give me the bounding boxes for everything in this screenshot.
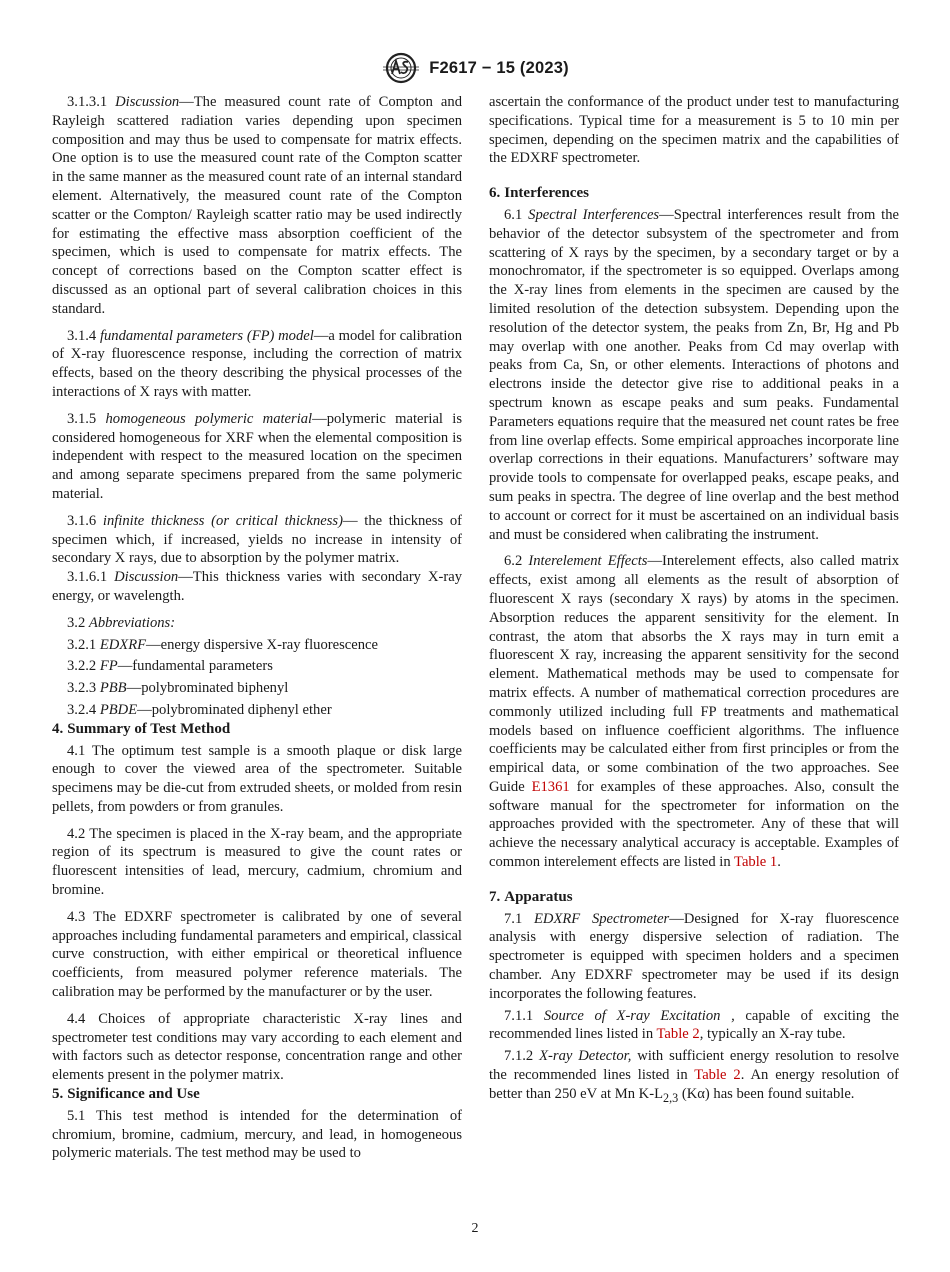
astm-logo-icon xyxy=(381,52,421,84)
paragraph-4-2: 4.2 The specimen is placed in the X-ray beam, and the appropriate region of its spectrum is measured to give the count rates or fluorescent intensities of lead, mercury, cadmium, chromium and bromine. xyxy=(52,825,462,899)
table-2-link[interactable]: Table 2 xyxy=(694,1067,741,1084)
table-2-link[interactable]: Table 2 xyxy=(656,1026,700,1043)
paragraph-5-1-continued: ascertain the conformance of the product under test to manufacturing specifications. Typical time for a measurement is 5 to 10 min per specimen, depending on the specimen matrix and the capabilities of the EDXRF spectrometer. xyxy=(489,94,899,167)
section-heading-7: 7. Apparatus xyxy=(489,888,573,905)
abbreviation-item: 3.2.3 PBB—polybrominated biphenyl xyxy=(67,680,289,697)
paragraph-6-1: 6.1 Spectral Interferences—Spectral interferences result from the behavior of the detector subsystem of the spectrometer and from scattering of X rays by the specimen, by a secondary target or by a monochromator, if the spectrometer is so equipped. Overlaps among the X-ray lines from elements in the specimen are caused by the limited resolution of the detection subsystem. Depending upon the resolution of the detector system, the peaks from Zn, Br, Hg and Pb may overlap with one another. Peaks from Cd may overlap with peaks from Ca, Sn, or other elements. Interactions of photons and electrons inside the detector give rise to additional peaks in a spectrum known as escape peaks and sum peaks. Fundamental Parameters equations require that the measured net count rates be free from line overlap effects. Some empirical approaches incorporate line overlap corrections in their equations. Manufacturers’ software may provide tools to compensate for overlapped peaks, escape peaks, and sum peaks in spectra. The degree of line overlap and the best method to account or correct for it must be ascertained on an individual basis and must be considered when calibrating the instrument. xyxy=(489,206,899,543)
paragraph-3-1-6: 3.1.6 infinite thickness (or critical thickness)— the thickness of specimen which, if increased, yields no increase in intensity of secondary X rays, due to absorption by the polymer matrix. xyxy=(52,512,462,567)
paragraph-7-1-1: 7.1.1 Source of X-ray Excitation , capable of exciting the recommended lines listed in Table 2, typically an X-ray tube. xyxy=(489,1007,899,1043)
paragraph-7-1: 7.1 EDXRF Spectrometer—Designed for X-ray fluorescence analysis with energy dispersive selection of radiation. The spectrometer is equipped with specimen holders and a specimen chamber. Any EDXRF spectrometer may be used if its design incorporates the following features. xyxy=(489,910,899,1002)
section-heading-4: 4. Summary of Test Method xyxy=(52,720,231,737)
table-1-link[interactable]: Table 1 xyxy=(734,854,778,871)
left-column xyxy=(52,93,462,1163)
right-column xyxy=(489,93,899,1108)
paragraph-3-2: 3.2 Abbreviations: xyxy=(67,614,176,631)
paragraph-6-2: 6.2 Interelement Effects—Interelement effects, also called matrix effects, exist among all elements as the result of absorption of fluorescent X rays (secondary X rays) by atoms in the specimen. Absorption reduces the apparent sensitivity for the element. In contrast, the atom that absorbs the X rays may in turn emit a fluorescent X ray, increasing the apparent sensitivity for the second element. Mathematical methods may be used to compensate for matrix effects. A number of mathematical correction procedures are commonly utilized including full FP treatments and mathematical models based on influence coefficient algorithms. The influence coefficients may be calculated either from first principles or from the empirical data, or some combination of the two approaches. See Guide E1361 for examples of these approaches. Also, consult the software manual for the spectrometer for information on the approaches provided with the spectrometer. Any of these that will achieve the necessary analytical accuracy is acceptable. Examples of common interelement effects are listed in Table 1. xyxy=(489,553,899,871)
paragraph-3-1-6-1: 3.1.6.1 Discussion—This thickness varies with secondary X-ray energy, or wavelength. xyxy=(52,569,462,604)
abbreviation-item: 3.2.4 PBDE—polybrominated diphenyl ether xyxy=(67,701,332,718)
subscript: 2,3 xyxy=(663,1090,679,1105)
paragraph-3-1-4: 3.1.4 fundamental parameters (FP) model—a model for calibration of X-ray fluorescence response, including the correction of matrix effects, based on the theory describing the physical processes of the interactions of X rays with matter. xyxy=(52,327,462,400)
document-designation: F2617 − 15 (2023) xyxy=(429,58,569,77)
paragraph-4-3: 4.3 The EDXRF spectrometer is calibrated by one of several approaches including fundamental parameters and empirical, classical curve construction, with either empirical or theoretical influence coefficients, from measured polymer reference materials. The calibration may be performed by the manufacturer or by the user. xyxy=(52,908,462,1001)
abbreviation-item: 3.2.1 EDXRF—energy dispersive X-ray fluorescence xyxy=(67,636,378,653)
abbreviation-item: 3.2.2 FP—fundamental parameters xyxy=(67,658,273,675)
paragraph-4-4: 4.4 Choices of appropriate characteristic X-ray lines and spectrometer test conditions may vary according to each element and with factors such as detector response, concentration range and other elements present in the polymer matrix. xyxy=(52,1010,462,1084)
paragraph-5-1: 5.1 This test method is intended for the determination of chromium, bromine, cadmium, mercury, and lead, in homogeneous polymeric materials. The test method may be used to xyxy=(52,1107,462,1162)
section-heading-5: 5. Significance and Use xyxy=(52,1086,200,1103)
paragraph-3-1-3-1: 3.1.3.1 Discussion—The measured count rate of Compton and Rayleigh scattered radiation varies depending upon specimen composition and may thus be used to compensate for matrix effects. One option is to use the measured count rate of the Compton scatter in the same manner as the measured count rate of an internal standard element. Alternatively, the measured count rate of the Compton scatter or the Compton/ Rayleigh scatter ratio may be used indirectly for estimating the effective mass absorption coefficient of the specimen, which is used to compensate for matrix effects. The concept of corrections based on the Compton scatter effect is discussed as an optional part of several calibration choices in this standard. xyxy=(52,94,462,317)
paragraph-3-1-5: 3.1.5 homogeneous polymeric material—polymeric material is considered homogeneous for XRF when the elemental composition is independent with respect to the measured location on the specimen and among separate specimens prepared from the same polymeric material. xyxy=(52,410,462,502)
paragraph-4-1: 4.1 The optimum test sample is a smooth plaque or disk large enough to cover the viewed area of the spectrometer. Suitable specimens may be die-cut from extruded sheets, or molded from resin pellets, from powders or from granules. xyxy=(52,742,462,815)
page-header xyxy=(0,52,950,84)
page-number: 2 xyxy=(471,1221,479,1236)
section-heading-6: 6. Interferences xyxy=(489,185,589,202)
guide-e1361-link[interactable]: E1361 xyxy=(531,778,570,795)
paragraph-7-1-2: 7.1.2 X-ray Detector, with sufficient energy resolution to resolve the recommended lines listed in Table 2. An energy resolution of better than 250 eV at Mn $K-L_{2,3}$ (Kα) has been found suitable. xyxy=(489,1048,899,1105)
